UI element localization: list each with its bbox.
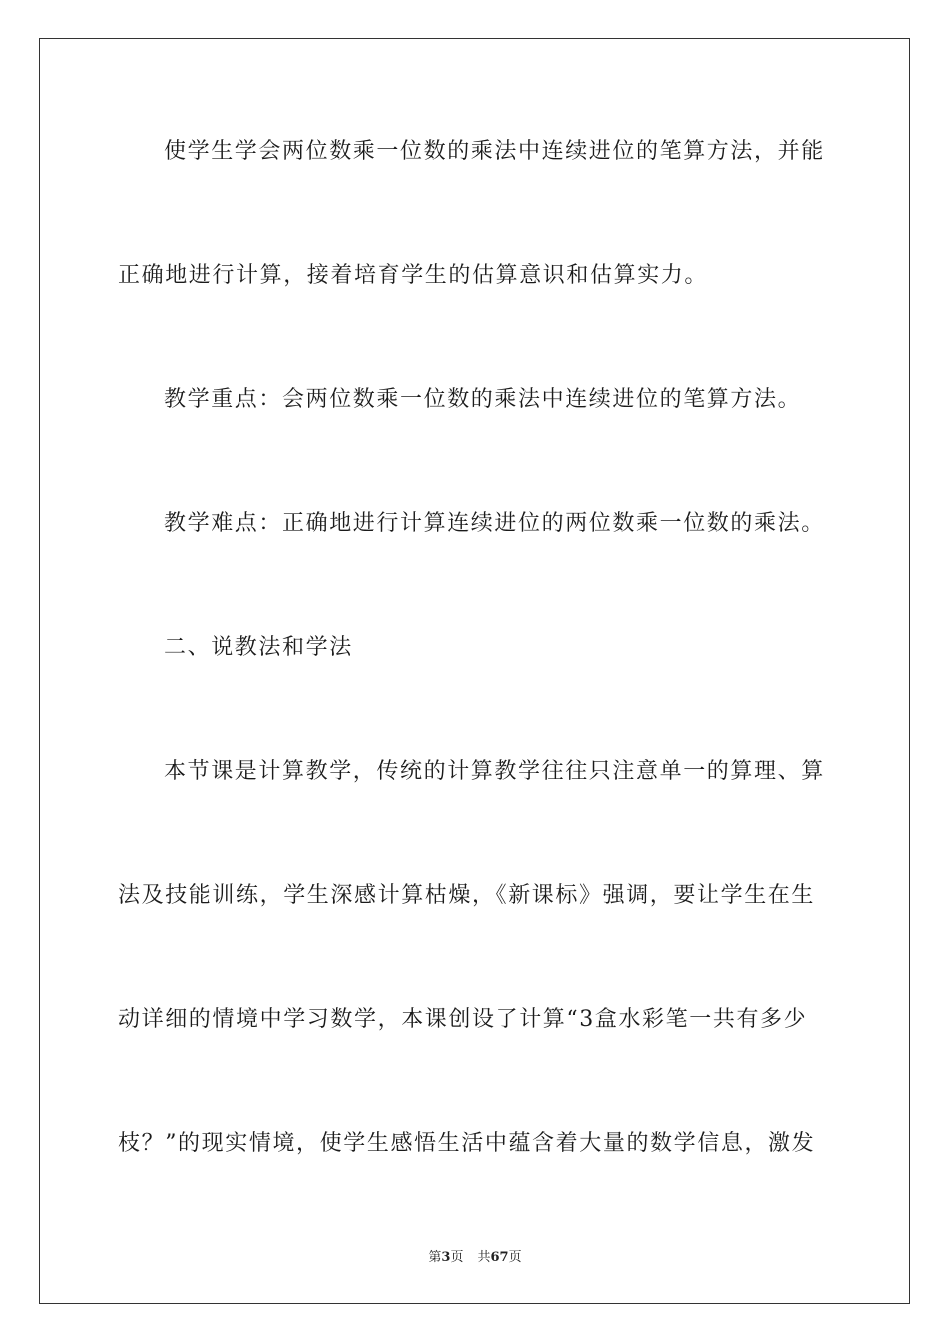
paragraph-line: 动详细的情境中学习数学，本课创设了计算“3盒水彩笔一共有多少 (118, 1007, 808, 1032)
page-footer (0, 1249, 950, 1267)
total-prefix: 共 (477, 1250, 491, 1265)
paragraph-line: 教学难点：正确地进行计算连续进位的两位数乘一位数的乘法。 (164, 511, 825, 536)
section-heading: 二、说教法和学法 (164, 635, 353, 660)
page-suffix: 页 (450, 1250, 464, 1265)
paragraph-line: 教学重点：会两位数乘一位数的乘法中连续进位的笔算方法。 (164, 387, 802, 412)
paragraph-line: 使学生学会两位数乘一位数的乘法中连续进位的笔算方法，并能 (164, 139, 825, 164)
paragraph-line: 正确地进行计算，接着培育学生的估算意识和估算实力。 (118, 263, 709, 288)
page-border (39, 38, 910, 1304)
total-pages: 67 (490, 1250, 509, 1265)
paragraph-line: 枝？”的现实情境，使学生感悟生活中蕴含着大量的数学信息，激发 (118, 1131, 816, 1156)
page-number: 3 (441, 1250, 451, 1265)
paragraph-line: 本节课是计算教学，传统的计算教学往往只注意单一的算理、算 (164, 759, 825, 784)
page-prefix: 第 (428, 1250, 442, 1265)
total-suffix: 页 (508, 1250, 522, 1265)
paragraph-line: 法及技能训练，学生深感计算枯燥，《新课标》强调，要让学生在生 (118, 883, 816, 908)
